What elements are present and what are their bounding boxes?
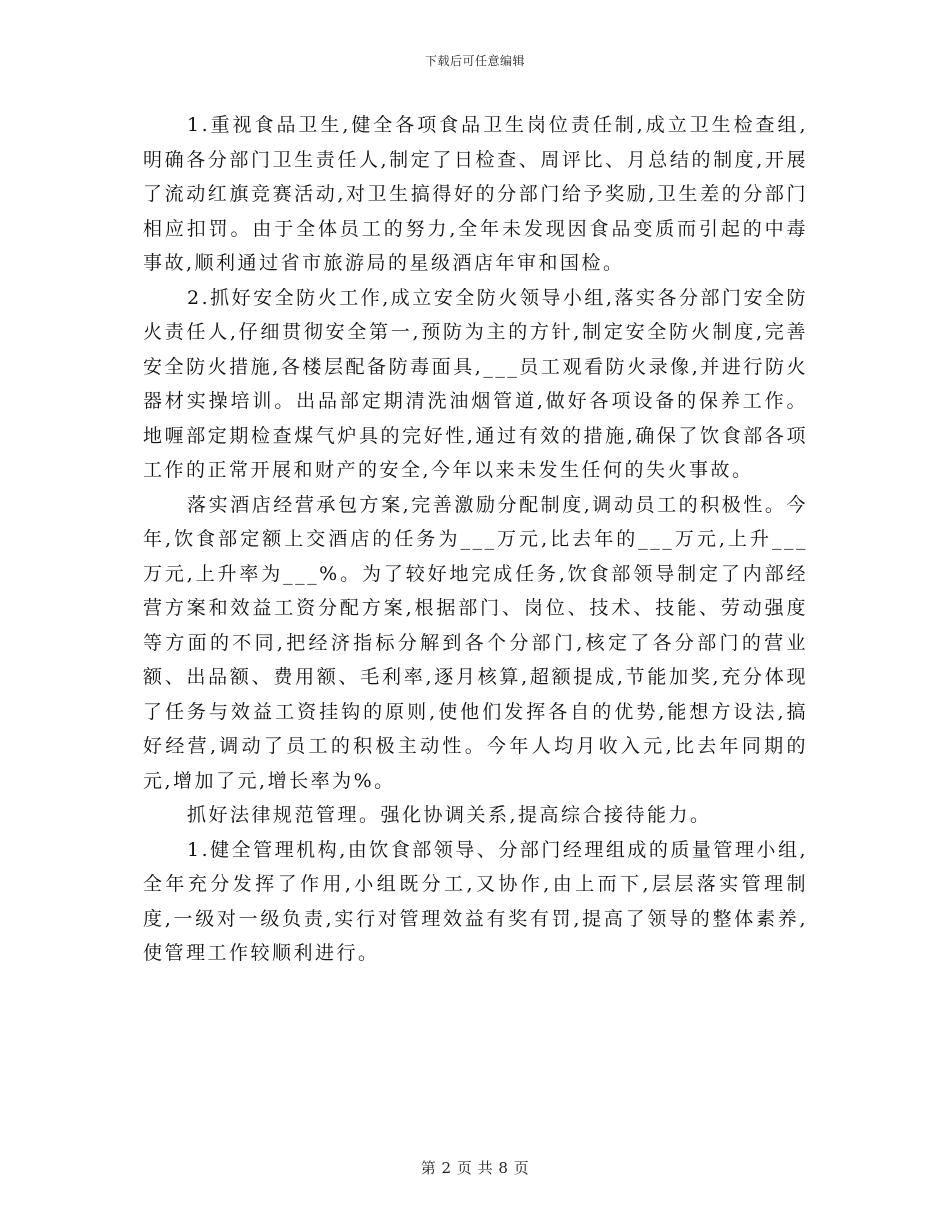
paragraph-contract-plan: 落实酒店经营承包方案,完善激励分配制度,调动员工的积极性。今年,饮食部定额上交酒店的任务为___万元,比去年的___万元,上升___万元,上升率为___%。为了较好地完成任务,饮食部领导制定了内部经营方案和效益工资分配方案,根据部门、岗位、技术、技能、劳动强度等方面的不同,把经济指标分解到各个分部门,核定了各分部门的营业额、出品额、费用额、毛利率,逐月核算,超额提成,节能加奖,充分体现了任务与效益工资挂钩的原则,使他们发挥各自的优势,能想方设法,搞好经营,调动了员工的积极主动性。今年人均月收入元,比去年同期的元,增加了元,增长率为%。: [143, 493, 808, 792]
page-number-footer: 第 2 页 共 8 页: [420, 1159, 530, 1177]
paragraph-fire-safety: 2.抓好安全防火工作,成立安全防火领导小组,落实各分部门安全防火责任人,仔细贯彻安全第一,预防为主的方针,制定安全防火制度,完善安全防火措施,各楼层配备防毒面具,___员工观看防火录像,并进行防火器材实操培训。出品部定期清洗油烟管道,做好各项设备的保养工作。地喱部定期检查煤气炉具的完好性,通过有效的措施,确保了饮食部各项工作的正常开展和财产的安全,今年以来未发生任何的失火事故。: [143, 286, 808, 481]
document-body: [143, 108, 808, 971]
paragraph-management-structure: 1.健全管理机构,由饮食部领导、分部门经理组成的质量管理小组,全年充分发挥了作用,小组既分工,又协作,由上而下,层层落实管理制度,一级对一级负责,实行对管理效益有奖有罚,提高了领导的整体素养,使管理工作较顺利进行。: [143, 838, 808, 964]
paragraph-legal-management: 抓好法律规范管理。强化协调关系,提高综合接待能力。: [187, 804, 712, 826]
paragraph-food-hygiene: 1.重视食品卫生,健全各项食品卫生岗位责任制,成立卫生检查组,明确各分部门卫生责任人,制定了日检查、周评比、月总结的制度,开展了流动红旗竞赛活动,对卫生搞得好的分部门给予奖励,卫生差的分部门相应扣罚。由于全体员工的努力,全年未发现因食品变质而引起的中毒事故,顺利通过省市旅游局的星级酒店年审和国检。: [143, 114, 808, 274]
page-header: 下载后可任意编辑: [424, 54, 525, 68]
